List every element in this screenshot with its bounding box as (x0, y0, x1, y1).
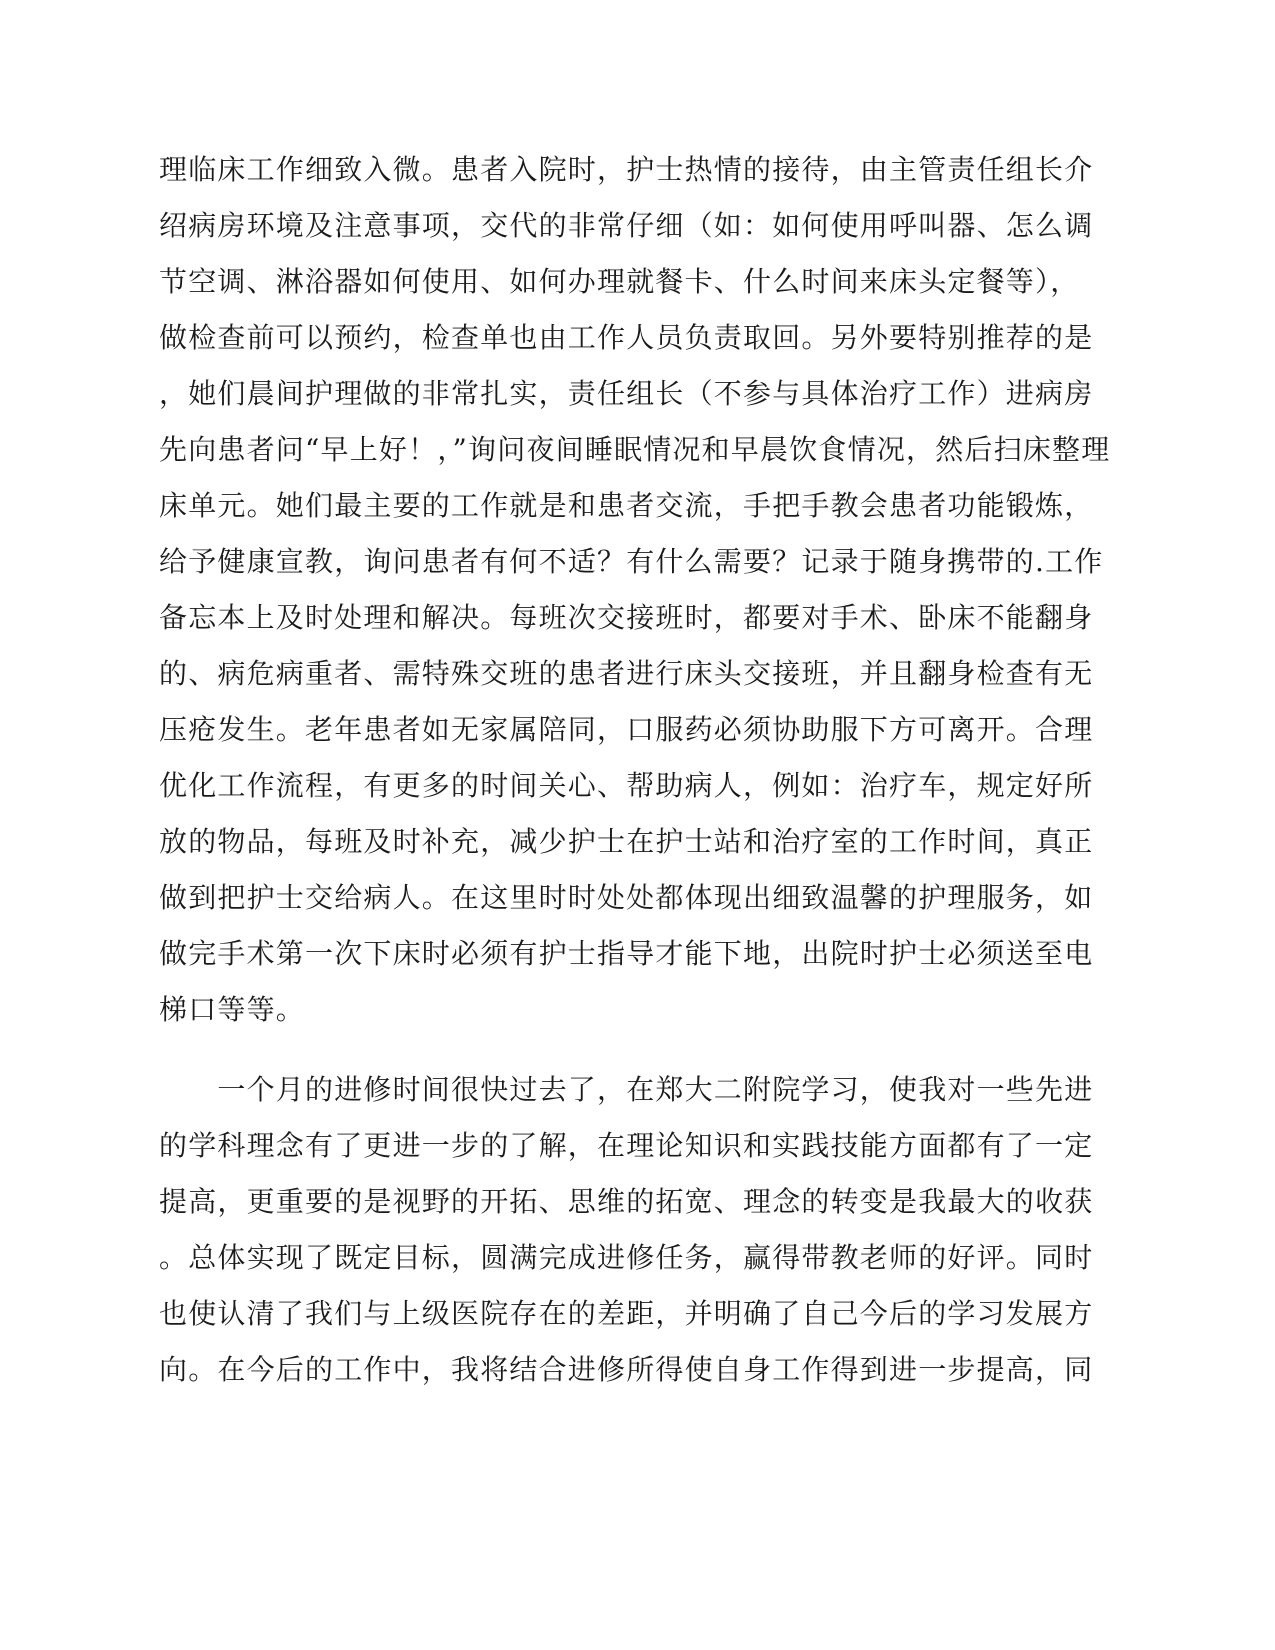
text-line: 做到把护士交给病人。在这里时时处处都体现出细致温馨的护理服务，如 (159, 881, 1094, 914)
text-line: 先向患者问“早上好！，”询问夜间睡眠情况和早晨饮食情况，然后扫床整理 (159, 433, 1111, 466)
text-line: 的学科理念有了更进一步的了解，在理论知识和实践技能方面都有了一定 (159, 1129, 1094, 1162)
text-line: 床单元。她们最主要的工作就是和患者交流，手把手教会患者功能锻炼， (159, 489, 1094, 522)
text-line: 。总体实现了既定目标，圆满完成进修任务，赢得带教老师的好评。同时 (159, 1241, 1094, 1274)
text-line: 的、病危病重者、需特殊交班的患者进行床头交接班，并且翻身检查有无 (159, 657, 1094, 690)
text-line: 向。在今后的工作中，我将结合进修所得使自身工作得到进一步提高，同 (159, 1353, 1094, 1386)
text-line: 理临床工作细致入微。患者入院时，护士热情的接待，由主管责任组长介 (159, 153, 1094, 186)
text-line: 优化工作流程，有更多的时间关心、帮助病人，例如：治疗车，规定好所 (159, 769, 1094, 802)
text-line: 绍病房环境及注意事项，交代的非常仔细（如：如何使用呼叫器、怎么调 (159, 209, 1094, 242)
text-line: 做检查前可以预约，检查单也由工作人员负责取回。另外要特别推荐的是 (159, 321, 1094, 354)
text-line: 一个月的进修时间很快过去了，在郑大二附院学习，使我对一些先进 (159, 1073, 1094, 1106)
text-line: 节空调、淋浴器如何使用、如何办理就餐卡、什么时间来床头定餐等）， (159, 265, 1080, 298)
text-line: 压疮发生。老年患者如无家属陪同，口服药必须协助服下方可离开。合理 (159, 713, 1094, 746)
text-line: 做完手术第一次下床时必须有护士指导才能下地，出院时护士必须送至电 (159, 937, 1094, 970)
text-line: 也使认清了我们与上级医院存在的差距，并明确了自己今后的学习发展方 (159, 1297, 1094, 1330)
text-line: 梯口等等。 (159, 993, 306, 1026)
text-line: 放的物品，每班及时补充，减少护士在护士站和治疗室的工作时间，真正 (159, 825, 1094, 858)
text-line: ，她们晨间护理做的非常扎实，责任组长（不参与具体治疗工作）进病房 (159, 377, 1094, 410)
paragraph-2 (159, 1062, 1119, 1398)
paragraph-1 (159, 142, 1119, 1038)
text-line: 提高，更重要的是视野的开拓、思维的拓宽、理念的转变是我最大的收获 (159, 1185, 1094, 1218)
text-line: 给予健康宣教，询问患者有何不适？有什么需要？记录于随身携带的.工作 (159, 545, 1104, 578)
text-line: 备忘本上及时处理和解决。每班次交接班时，都要对手术、卧床不能翻身 (159, 601, 1094, 634)
